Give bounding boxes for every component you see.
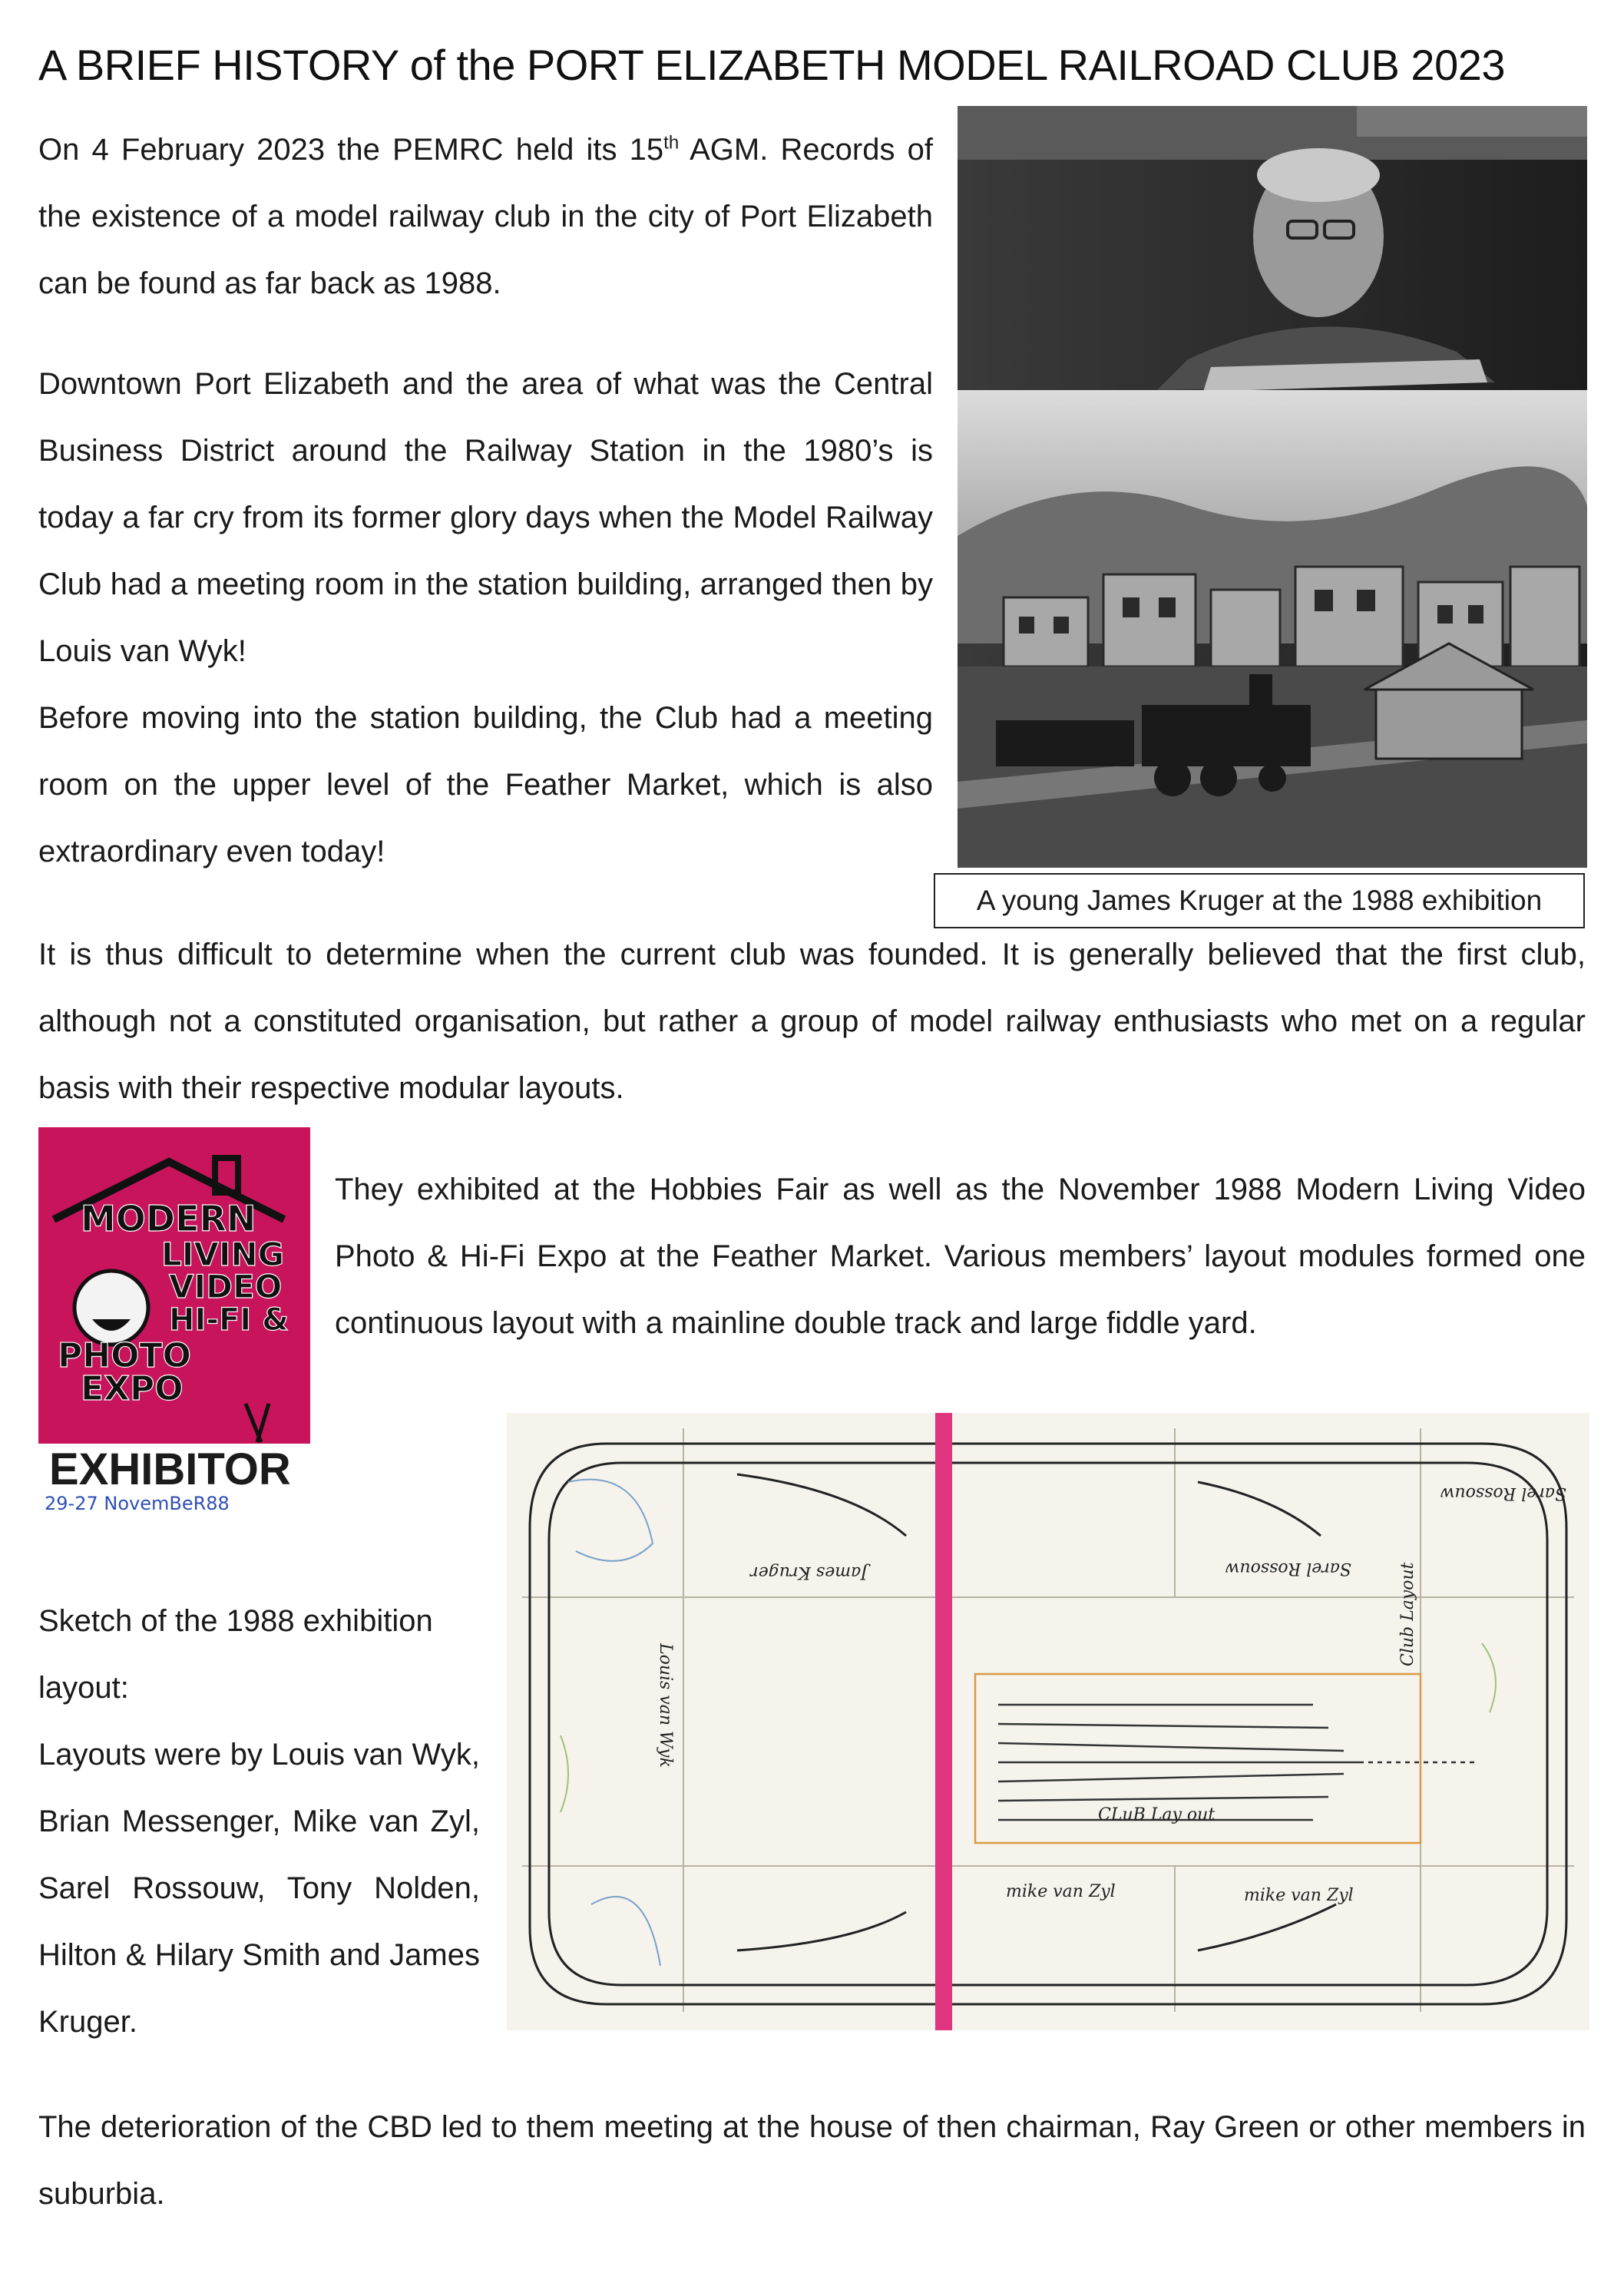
expo-paragraph-block bbox=[335, 1156, 1586, 1357]
badge-line-6: EXPO bbox=[81, 1369, 184, 1408]
cartoon-face-icon bbox=[74, 1271, 148, 1345]
exhibition-photo bbox=[958, 106, 1587, 868]
founding-paragraph-block bbox=[38, 921, 1586, 1122]
sketch-caption-layouts: Layouts were by Louis van Wyk, Brian Messenger, Mike van Zyl, Sarel Rossouw, Tony Nolden, Hilton & Hilary Smith and James Kruger. bbox=[38, 1738, 480, 2039]
badge-line-5: PHOTO bbox=[58, 1336, 191, 1375]
module-divider bbox=[935, 1413, 952, 2030]
label-club-layout-side: Club Layout bbox=[1398, 1562, 1417, 1666]
label-sarel-rossouw-corner: Sarel Rossouw bbox=[1440, 1484, 1566, 1503]
badge-line-2: LIVING bbox=[161, 1236, 285, 1273]
photo-caption: A young James Kruger at the 1988 exhibition bbox=[934, 873, 1585, 928]
badge-line-4: HI-FI & bbox=[169, 1302, 289, 1338]
paragraph-expo: They exhibited at the Hobbies Fair as well as the November 1988 Modern Living Video Photo & Hi-Fi Expo at the Feather Market. Various members’ layout modules formed one continuous layout with a mainline double track and large fiddle yard. bbox=[335, 1173, 1586, 1340]
label-club-layout-center: CLuB Lay out bbox=[1098, 1805, 1216, 1825]
sketch-caption-block bbox=[38, 1588, 480, 2056]
badge-exhibitor-label: EXHIBITOR bbox=[49, 1444, 291, 1494]
label-mike-van-zyl-2: mike van Zyl bbox=[1244, 1886, 1354, 1905]
closing-paragraph-block bbox=[38, 2094, 1586, 2228]
label-james-kruger: James Kruger bbox=[750, 1563, 868, 1582]
paragraph-suburbia: The deterioration of the CBD led to them meeting at the house of then chairman, Ray Green or other members in suburbia. bbox=[38, 2110, 1586, 2211]
intro-column bbox=[38, 117, 933, 885]
label-sarel-rossouw: Sarel Rossouw bbox=[1225, 1559, 1351, 1578]
paragraph-feather-market: Before moving into the station building, the Club had a meeting room on the upper level of the Feather Market, which is also extraordinary even today! bbox=[38, 701, 933, 868]
label-louis-van-wyk: Louis van Wyk bbox=[656, 1643, 675, 1768]
paragraph-downtown: Downtown Port Elizabeth and the area of what was the Central Business District around the Railway Station in the 1980’s is today a far cry from its former glory days when the Model Railway Club had a meeting room in the station building, arranged then by Louis van Wyk! bbox=[38, 367, 933, 668]
page-title: A BRIEF HISTORY of the PORT ELIZABETH MODEL RAILROAD CLUB 2023 bbox=[38, 41, 1505, 89]
badge-line-3: VIDEO bbox=[169, 1268, 283, 1305]
label-mike-van-zyl-1: mike van Zyl bbox=[1006, 1882, 1116, 1901]
badge-line-1: MODERN bbox=[81, 1198, 256, 1239]
sketch-caption-heading: Sketch of the 1988 exhibition layout: bbox=[38, 1604, 433, 1705]
expo-exhibitor-badge bbox=[38, 1127, 310, 1515]
paragraph-agm: On 4 February 2023 the PEMRC held its 15th AGM. Records of the existence of a model railway club in the city of Port Elizabeth can be found as far back as 1988. bbox=[38, 132, 933, 300]
badge-dates: 29-27 NovemBeR88 bbox=[45, 1493, 230, 1514]
paragraph-founding: It is thus difficult to determine when the current club was founded. It is generally believed that the first club, although not a constituted organisation, but rather a group of model railway enthusiasts who met on a regular basis with their respective modular layouts. bbox=[38, 938, 1586, 1105]
layout-sketch bbox=[507, 1413, 1589, 2030]
